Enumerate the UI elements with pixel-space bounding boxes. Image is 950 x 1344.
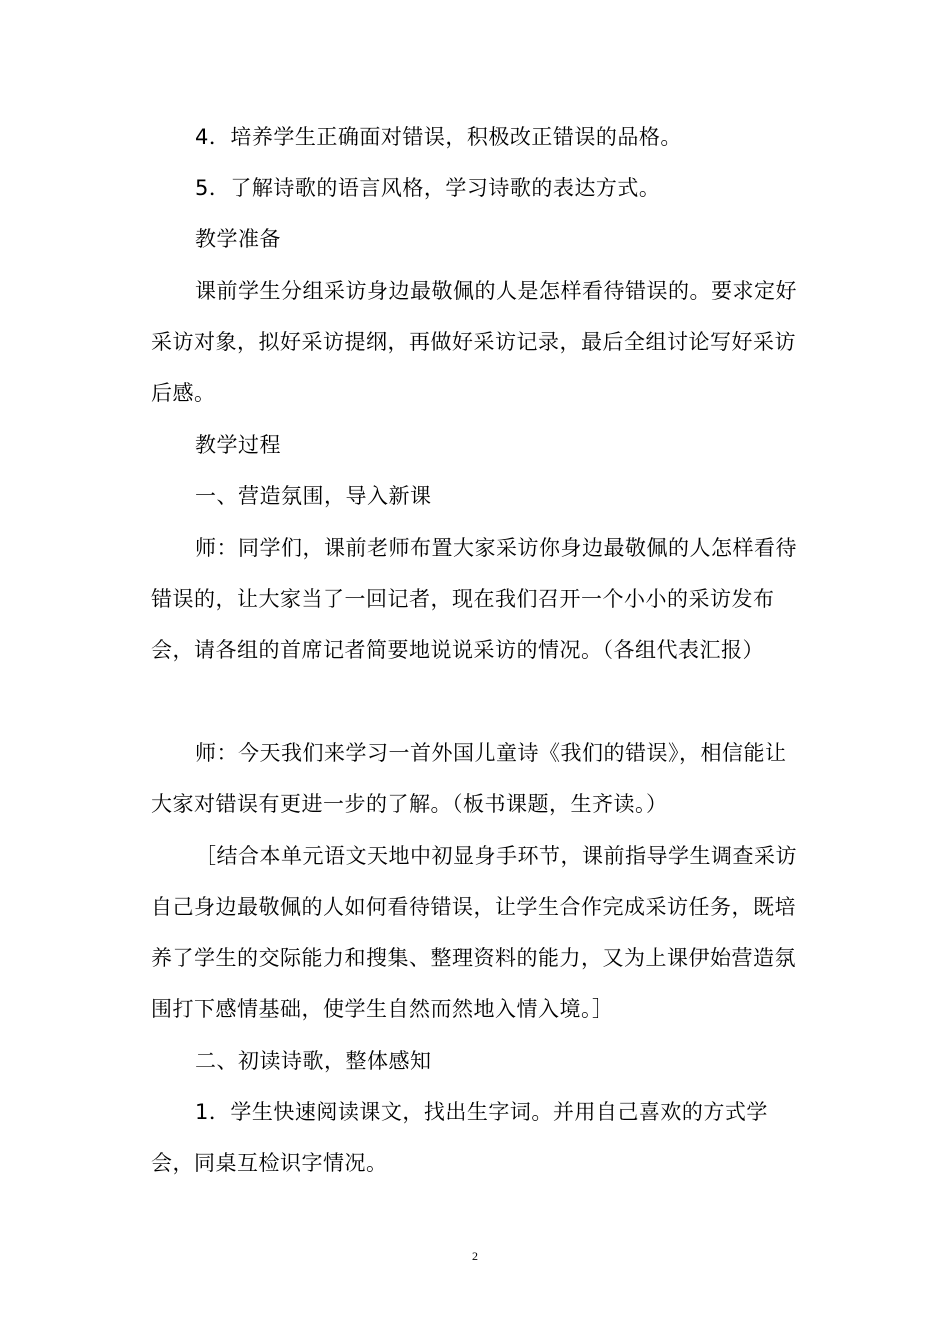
section-2-heading: 二、初读诗歌，整体感知 (195, 1049, 432, 1073)
preparation-text: 课前学生分组采访身边最敬佩的人是怎样看待错误的。要求定好采访对象，拟好采访提纲，再做好采访记录，最后全组讨论写好采访后感。 (151, 279, 797, 405)
objective-4: 4．培养学生正确面对错误，积极改正错误的品格。 (195, 125, 682, 149)
heading-teaching-process: 教学过程 (195, 433, 281, 457)
objective-5: 5．了解诗歌的语言风格，学习诗歌的表达方式。 (195, 176, 661, 200)
teacher-lesson-paragraph: 师：今天我们来学习一首外国儿童诗《我们的错误》，相信能让大家对错误有更进一步的了解。（板书课题，生齐读。） (151, 741, 787, 816)
heading-teaching-preparation: 教学准备 (195, 227, 281, 251)
page-number: 2 (472, 1249, 478, 1263)
reading-step-1: 1．学生快速阅读课文，找出生字词。并用自己喜欢的方式学会，同桌互检识字情况。 (151, 1100, 768, 1175)
teacher-intro-paragraph: 师：同学们，课前老师布置大家采访你身边最敬佩的人怎样看待错误的，让大家当了一回记者，现在我们召开一个小小的采访发布会，请各组的首席记者简要地说说采访的情况。（各组代表汇报） (151, 536, 797, 662)
section-1-heading: 一、营造氛围，导入新课 (195, 484, 432, 508)
commentary-paragraph: ［结合本单元语文天地中初显身手环节，课前指导学生调查采访自己身边最敬佩的人如何看待错误，让学生合作完成采访任务，既培养了学生的交际能力和搜集、整理资料的能力，又为上课伊始营造氛围打下感情基础，使学生自然而然地入情入境。］ (151, 844, 797, 1021)
